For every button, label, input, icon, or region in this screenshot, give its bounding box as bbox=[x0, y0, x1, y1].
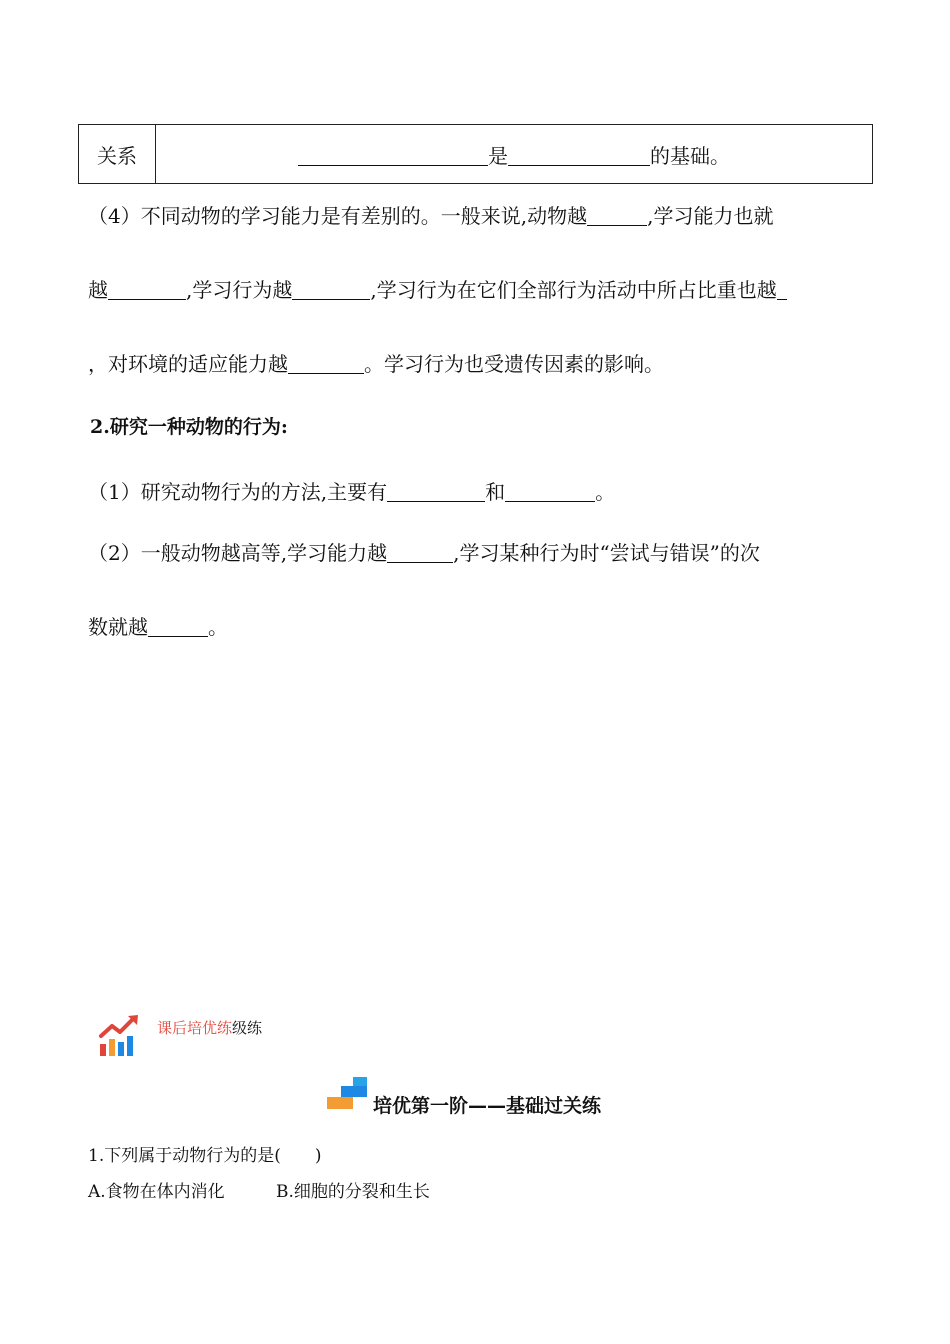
stairs-icon bbox=[327, 1077, 369, 1111]
blank[interactable] bbox=[288, 352, 364, 374]
blank[interactable] bbox=[292, 278, 370, 300]
growth-chart-icon bbox=[98, 1014, 142, 1058]
blank[interactable] bbox=[505, 480, 595, 502]
section2-heading: 2.研究一种动物的行为: bbox=[90, 416, 288, 438]
item4-line1: （4）不同动物的学习能力是有差别的。一般来说,动物越 ,学习能力也就 bbox=[88, 204, 774, 228]
relation-sentence: 是 的基础。 bbox=[156, 125, 873, 184]
stage-title: 培优第一阶——基础过关练 bbox=[373, 1095, 602, 1117]
blank[interactable] bbox=[508, 144, 650, 166]
blank[interactable] bbox=[387, 480, 485, 502]
after-class-tag: 课后培优练级练 bbox=[157, 1019, 263, 1037]
blank[interactable] bbox=[148, 615, 208, 637]
question1-stem: 1.下列属于动物行为的是( ) bbox=[88, 1146, 322, 1166]
blank[interactable] bbox=[387, 541, 453, 563]
question1-option-b[interactable]: B.细胞的分裂和生长 bbox=[276, 1182, 430, 1202]
relation-table bbox=[78, 124, 873, 184]
blank[interactable] bbox=[298, 144, 488, 166]
blank[interactable] bbox=[777, 278, 787, 300]
section2-q1: （1）研究动物行为的方法,主要有 和 。 bbox=[88, 480, 616, 504]
section2-q2: （2）一般动物越高等,学习能力越 ,学习某种行为时“尝试与错误”的次 bbox=[88, 541, 760, 565]
question1-option-a[interactable]: A.食物在体内消化 bbox=[88, 1182, 225, 1202]
blank[interactable] bbox=[108, 278, 186, 300]
item4-line3: ，对环境的适应能力越 。学习行为也受遗传因素的影响。 bbox=[88, 352, 664, 376]
section2-q2-line2: 数就越 。 bbox=[88, 615, 228, 639]
relation-label: 关系 bbox=[79, 125, 156, 184]
item4-line2: 越 ,学习行为越 ,学习行为在它们全部行为活动中所占比重也越 bbox=[88, 274, 787, 303]
blank[interactable] bbox=[587, 204, 647, 226]
